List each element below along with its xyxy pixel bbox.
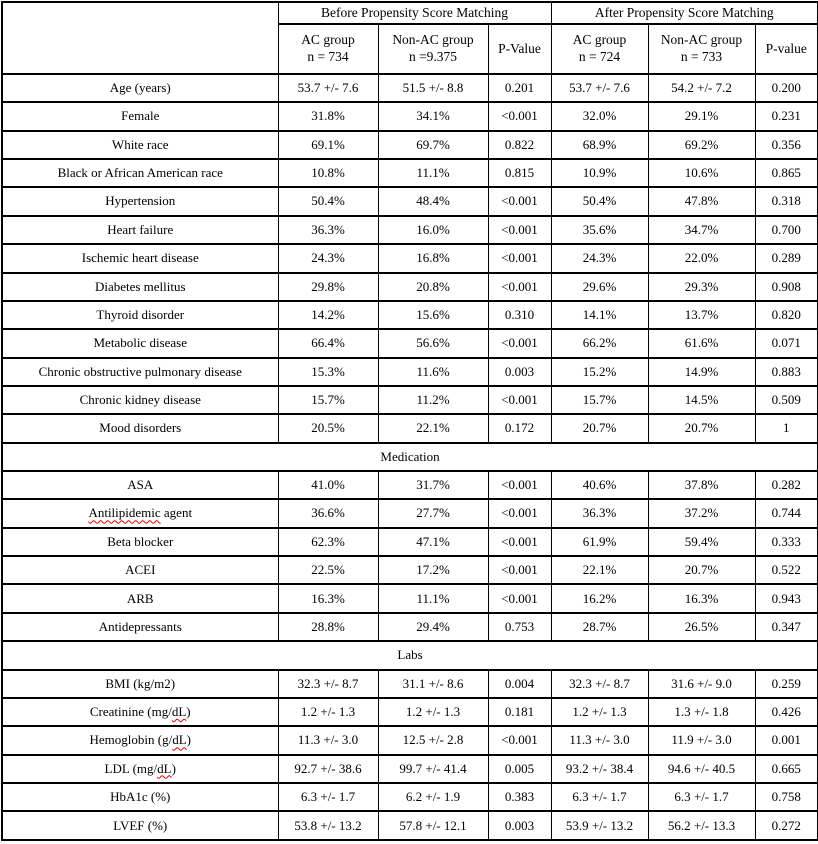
cell-value: 0.883 [755,358,818,386]
cell-value: 15.2% [551,358,648,386]
cell-value: 22.1% [551,556,648,584]
row-label: Chronic obstructive pulmonary disease [2,358,278,386]
cell-value: 56.6% [378,329,488,357]
col-header-before-nonac-group [378,24,488,74]
cell-value: 1.2 +/- 1.3 [551,698,648,726]
cell-value: 14.9% [648,358,755,386]
misspelled-word: dL [172,732,187,748]
cell-value: 48.4% [378,187,488,215]
row-label: Hemoglobin (g/dL) [2,726,278,754]
cell-value: 6.3 +/- 1.7 [551,783,648,811]
table-row [2,329,818,357]
cell-value: 16.3% [648,584,755,612]
cell-value: 0.943 [755,584,818,612]
cell-value: 51.5 +/- 8.8 [378,74,488,102]
cell-value: <0.001 [488,499,551,527]
cell-value: 32.3 +/- 8.7 [551,670,648,698]
row-label: Metabolic disease [2,329,278,357]
row-label: ACEI [2,556,278,584]
corner-empty-cell [2,2,278,74]
row-label: Heart failure [2,216,278,244]
cell-value: 53.8 +/- 13.2 [278,811,378,840]
col-header-before-pvalue: P-Value [488,24,551,74]
table-row [2,216,818,244]
cell-value: 0.004 [488,670,551,698]
cell-value: 11.9 +/- 3.0 [648,726,755,754]
cell-value: 0.259 [755,670,818,698]
cell-value: 14.5% [648,386,755,414]
cell-value: 0.318 [755,187,818,215]
cell-value: 29.4% [378,613,488,641]
table-row [2,74,818,102]
group-n: n = 733 [680,49,723,64]
table-row [2,670,818,698]
cell-value: 11.1% [378,159,488,187]
cell-value: 0.822 [488,131,551,159]
table-row [2,698,818,726]
row-label: Antilipidemic agent [2,499,278,527]
cell-value: 11.2% [378,386,488,414]
cell-value: <0.001 [488,584,551,612]
cell-value: 0.356 [755,131,818,159]
table-header [2,2,818,74]
cell-value: 53.7 +/- 7.6 [278,74,378,102]
after-matching-header: After Propensity Score Matching [551,2,818,24]
table-body [2,74,818,840]
cell-value: 0.201 [488,74,551,102]
cell-value: 31.6 +/- 9.0 [648,670,755,698]
table-row [2,131,818,159]
cell-value: 54.2 +/- 7.2 [648,74,755,102]
cell-value: 57.8 +/- 12.1 [378,811,488,840]
cell-value: 66.4% [278,329,378,357]
cell-value: 41.0% [278,471,378,499]
cell-value: 10.8% [278,159,378,187]
cell-value: 37.8% [648,471,755,499]
cell-value: 31.8% [278,102,378,130]
cell-value: 0.383 [488,783,551,811]
table-row [2,159,818,187]
cell-value: 0.181 [488,698,551,726]
cell-value: 17.2% [378,556,488,584]
cell-value: <0.001 [488,102,551,130]
row-label: Female [2,102,278,130]
cell-value: 68.9% [551,131,648,159]
cell-value: 0.820 [755,301,818,329]
group-name: AC group [572,32,627,48]
cell-value: <0.001 [488,216,551,244]
cell-value: 69.1% [278,131,378,159]
cell-value: 93.2 +/- 38.4 [551,755,648,783]
cell-value: 47.8% [648,187,755,215]
cell-value: <0.001 [488,528,551,556]
header-group-row [2,2,818,24]
cell-value: 61.6% [648,329,755,357]
cell-value: 50.4% [551,187,648,215]
cell-value: <0.001 [488,471,551,499]
row-label: Age (years) [2,74,278,102]
cell-value: 0.426 [755,698,818,726]
cell-value: 26.5% [648,613,755,641]
cell-value: 0.200 [755,74,818,102]
cell-value: 20.7% [551,414,648,442]
section-row [2,443,818,471]
row-label: Ischemic heart disease [2,244,278,272]
cell-value: 6.2 +/- 1.9 [378,783,488,811]
cell-value: 53.7 +/- 7.6 [551,74,648,102]
cell-value: 0.003 [488,811,551,840]
cell-value: <0.001 [488,273,551,301]
cell-value: 0.001 [755,726,818,754]
cell-value: 15.6% [378,301,488,329]
row-label: ASA [2,471,278,499]
cell-value: <0.001 [488,386,551,414]
cell-value: 0.282 [755,471,818,499]
cell-value: 20.8% [378,273,488,301]
cell-value: 36.6% [278,499,378,527]
row-label: Creatinine (mg/dL) [2,698,278,726]
cell-value: 50.4% [278,187,378,215]
cell-value: 36.3% [551,499,648,527]
table-row [2,273,818,301]
cell-value: 29.1% [648,102,755,130]
cell-value: 14.2% [278,301,378,329]
cell-value: 69.2% [648,131,755,159]
table-row [2,584,818,612]
cell-value: 22.5% [278,556,378,584]
cell-value: 0.005 [488,755,551,783]
section-label: Medication [2,443,818,471]
cell-value: 0.071 [755,329,818,357]
row-label: Hypertension [2,187,278,215]
cell-value: 1.2 +/- 1.3 [378,698,488,726]
before-matching-header: Before Propensity Score Matching [278,2,551,24]
cell-value: 27.7% [378,499,488,527]
cell-value: 0.333 [755,528,818,556]
cell-value: 0.865 [755,159,818,187]
cell-value: 20.5% [278,414,378,442]
cell-value: <0.001 [488,556,551,584]
table-row [2,755,818,783]
cell-value: 40.6% [551,471,648,499]
cell-value: 47.1% [378,528,488,556]
table-row [2,783,818,811]
cell-value: 15.7% [278,386,378,414]
cell-value: 56.2 +/- 13.3 [648,811,755,840]
cell-value: 15.3% [278,358,378,386]
col-header-after-pvalue: P-value [755,24,818,74]
table-row [2,244,818,272]
cell-value: 0.744 [755,499,818,527]
cell-value: 24.3% [278,244,378,272]
cell-value: 32.0% [551,102,648,130]
cell-value: 13.7% [648,301,755,329]
cell-value: 36.3% [278,216,378,244]
cell-value: 94.6 +/- 40.5 [648,755,755,783]
table-row [2,613,818,641]
cell-value: 11.3 +/- 3.0 [551,726,648,754]
cell-value: 0.665 [755,755,818,783]
group-n: n =9.375 [408,49,458,64]
cell-value: 0.700 [755,216,818,244]
cell-value: <0.001 [488,329,551,357]
cell-value: 0.347 [755,613,818,641]
row-label: ARB [2,584,278,612]
cell-value: <0.001 [488,187,551,215]
propensity-matching-table [1,1,818,841]
cell-value: 22.1% [378,414,488,442]
section-label: Labs [2,641,818,669]
cell-value: 0.003 [488,358,551,386]
cell-value: 0.815 [488,159,551,187]
cell-value: 20.7% [648,556,755,584]
cell-value: 59.4% [648,528,755,556]
cell-value: 16.3% [278,584,378,612]
cell-value: 0.758 [755,783,818,811]
cell-value: 62.3% [278,528,378,556]
cell-value: 1.2 +/- 1.3 [278,698,378,726]
table-row [2,358,818,386]
col-header-after-nonac-group [648,24,755,74]
cell-value: 22.0% [648,244,755,272]
cell-value: 11.3 +/- 3.0 [278,726,378,754]
table-row [2,471,818,499]
cell-value: 0.522 [755,556,818,584]
group-name: AC group [301,32,355,48]
table-row [2,414,818,442]
cell-value: 66.2% [551,329,648,357]
cell-value: 16.2% [551,584,648,612]
cell-value: 10.9% [551,159,648,187]
cell-value: 69.7% [378,131,488,159]
cell-value: 92.7 +/- 38.6 [278,755,378,783]
row-label: Antidepressants [2,613,278,641]
cell-value: 31.1 +/- 8.6 [378,670,488,698]
group-n: n = 734 [307,49,349,64]
cell-value: 28.8% [278,613,378,641]
row-label: Black or African American race [2,159,278,187]
cell-value: <0.001 [488,244,551,272]
table-row [2,386,818,414]
cell-value: 11.1% [378,584,488,612]
cell-value: 16.0% [378,216,488,244]
cell-value: 53.9 +/- 13.2 [551,811,648,840]
table-row [2,811,818,840]
cell-value: 6.3 +/- 1.7 [278,783,378,811]
cell-value: 61.9% [551,528,648,556]
group-name: Non-AC group [660,32,743,48]
cell-value: 34.1% [378,102,488,130]
cell-value: 32.3 +/- 8.7 [278,670,378,698]
row-label: BMI (kg/m2) [2,670,278,698]
cell-value: 20.7% [648,414,755,442]
cell-value: 24.3% [551,244,648,272]
row-label: White race [2,131,278,159]
cell-value: 11.6% [378,358,488,386]
cell-value: 29.3% [648,273,755,301]
cell-value: 0.231 [755,102,818,130]
cell-value: 35.6% [551,216,648,244]
cell-value: 37.2% [648,499,755,527]
table-row [2,499,818,527]
row-label: LVEF (%) [2,811,278,840]
table-row [2,556,818,584]
row-label: HbA1c (%) [2,783,278,811]
cell-value: 16.8% [378,244,488,272]
row-label: Diabetes mellitus [2,273,278,301]
cell-value: 12.5 +/- 2.8 [378,726,488,754]
misspelled-word: dL [157,760,172,776]
cell-value: 34.7% [648,216,755,244]
cell-value: 29.8% [278,273,378,301]
table-row [2,102,818,130]
cell-value: 10.6% [648,159,755,187]
table-row [2,301,818,329]
section-row [2,641,818,669]
row-label: Beta blocker [2,528,278,556]
cell-value: 28.7% [551,613,648,641]
row-label: Chronic kidney disease [2,386,278,414]
cell-value: 0.172 [488,414,551,442]
cell-value: 0.753 [488,613,551,641]
row-label: Thyroid disorder [2,301,278,329]
cell-value: 6.3 +/- 1.7 [648,783,755,811]
cell-value: 31.7% [378,471,488,499]
group-n: n = 724 [578,49,621,64]
group-name: Non-AC group [392,32,474,48]
misspelled-word: dL [171,703,187,719]
cell-value: 0.509 [755,386,818,414]
col-header-before-ac-group [278,24,378,74]
cell-value: 1.3 +/- 1.8 [648,698,755,726]
col-header-after-ac-group [551,24,648,74]
misspelled-word: Antilipidemic [88,505,161,521]
cell-value: 0.289 [755,244,818,272]
table-row [2,528,818,556]
cell-value: 14.1% [551,301,648,329]
cell-value: <0.001 [488,726,551,754]
cell-value: 1 [755,414,818,442]
cell-value: 15.7% [551,386,648,414]
cell-value: 29.6% [551,273,648,301]
cell-value: 0.272 [755,811,818,840]
table-row [2,726,818,754]
cell-value: 99.7 +/- 41.4 [378,755,488,783]
cell-value: 0.908 [755,273,818,301]
row-label: LDL (mg/dL) [2,755,278,783]
cell-value: 0.310 [488,301,551,329]
table-row [2,187,818,215]
row-label: Mood disorders [2,414,278,442]
